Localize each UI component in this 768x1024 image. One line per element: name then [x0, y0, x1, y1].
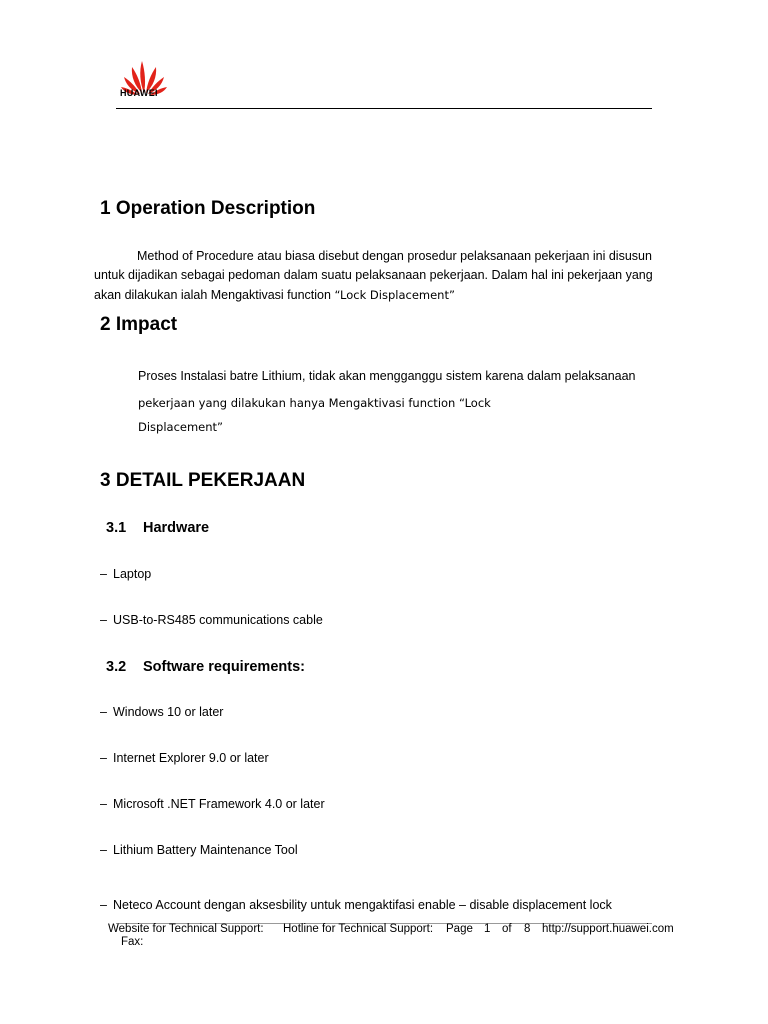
subsection-number: 3.2 — [106, 659, 127, 675]
footer-page-label: Page — [446, 923, 473, 935]
section-1-para-line-1: Method of Procedure atau biasa disebut dengan prosedur pelaksanaan pekerjaan ini disusun — [137, 249, 652, 263]
section-1-title: 1 Operation Description — [100, 198, 316, 219]
dash-bullet: – — [100, 613, 107, 627]
subsection-title: Hardware — [143, 520, 210, 536]
dash-bullet: – — [100, 567, 107, 581]
list-item-text: Microsoft .NET Framework 4.0 or later — [113, 797, 325, 811]
dash-bullet: – — [100, 898, 107, 912]
section-1-para-line-2: untuk dijadikan sebagai pedoman dalam suatu pelaksanaan pekerjaan. Dalam hal ini pekerjaan yang — [94, 268, 653, 282]
subsection-3-2-heading — [106, 659, 305, 675]
section-2-para-line-1: Proses Instalasi batre Lithium, tidak akan mengganggu sistem karena dalam pelaksanaan — [138, 369, 636, 383]
section-2-title: 2 Impact — [100, 314, 178, 335]
section-1-para-line-3-text: akan dilakukan ialah Mengaktivasi function — [94, 288, 335, 302]
list-item — [100, 567, 151, 581]
list-item — [100, 751, 269, 765]
section-1-para-quote: “Lock Displacement” — [334, 288, 455, 302]
subsection-3-1-heading — [106, 520, 209, 536]
dash-bullet: – — [100, 751, 107, 765]
list-item — [100, 797, 325, 811]
footer-page-total: 8 — [524, 923, 531, 935]
subsection-title: Software requirements: — [143, 659, 305, 675]
list-item-text: Lithium Battery Maintenance Tool — [113, 843, 298, 857]
footer-page-number: 1 — [484, 923, 491, 935]
list-item — [100, 843, 298, 857]
footer-of-label: of — [502, 923, 512, 935]
dash-bullet: – — [100, 797, 107, 811]
section-3-title: 3 DETAIL PEKERJAAN — [100, 470, 306, 491]
footer-fax-label: Fax: — [121, 936, 144, 948]
logo-wordmark: HUAWEI — [120, 88, 158, 98]
dash-bullet: – — [100, 843, 107, 857]
list-item — [100, 613, 323, 627]
footer-support-link[interactable]: http://support.huawei.com — [542, 923, 674, 935]
section-2-para-line-3: Displacement” — [138, 420, 224, 434]
list-item-text: Windows 10 or later — [113, 705, 224, 719]
list-item-text: Laptop — [113, 567, 152, 581]
section-1-para-line-3 — [94, 286, 674, 305]
footer-hotline-label: Hotline for Technical Support: — [283, 923, 434, 935]
list-item-text: Neteco Account dengan aksesbility untuk mengaktifasi enable – disable displacement lock — [113, 898, 612, 912]
list-item-text: USB-to-RS485 communications cable — [113, 613, 323, 627]
list-item-text: Internet Explorer 9.0 or later — [113, 751, 269, 765]
list-item — [100, 898, 612, 912]
subsection-number: 3.1 — [106, 520, 127, 536]
footer-website-label: Website for Technical Support: — [108, 923, 264, 935]
list-item — [100, 705, 223, 719]
section-2-para-line-2: pekerjaan yang dilakukan hanya Mengaktivasi function “Lock — [138, 396, 491, 410]
dash-bullet: – — [100, 705, 107, 719]
header-divider — [116, 108, 652, 109]
